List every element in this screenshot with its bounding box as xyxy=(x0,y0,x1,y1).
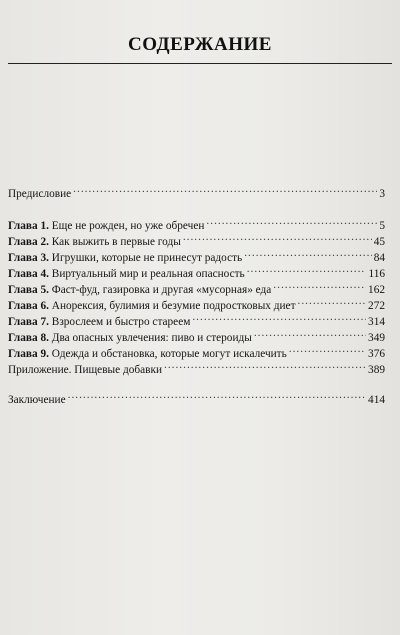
toc-page-number: 84 xyxy=(373,252,385,264)
toc-page-number: 3 xyxy=(379,188,385,200)
toc-entry-label: Глава 4. Виртуальный мир и реальная опасность xyxy=(8,268,245,280)
toc-leader-dots xyxy=(273,277,366,293)
toc-leader-dots xyxy=(73,181,377,197)
toc-page-number: 349 xyxy=(368,332,385,344)
toc-entry-label: Глава 2. Как выжить в первые годы xyxy=(8,236,181,248)
toc-leader-dots xyxy=(68,387,366,403)
toc-page-number: 272 xyxy=(368,300,385,312)
toc-page-number: 45 xyxy=(373,236,385,248)
toc-leader-dots xyxy=(244,245,371,261)
toc-page-number: 376 xyxy=(368,348,385,360)
toc-page-number: 5 xyxy=(379,220,385,232)
toc-entry-label: Предисловие xyxy=(8,188,72,200)
toc-leader-dots xyxy=(247,261,367,277)
toc-leader-dots xyxy=(289,341,366,357)
toc-leader-dots xyxy=(192,309,366,325)
toc-leader-dots xyxy=(254,325,366,341)
toc-leader-dots xyxy=(298,293,367,309)
toc-entry-chapter-1 xyxy=(8,213,385,232)
toc-entry-preface xyxy=(8,181,385,200)
toc-entry-label: Глава 3. Игрушки, которые не принесут радость xyxy=(8,252,243,264)
toc-entry-label: Заключение xyxy=(8,394,66,406)
toc-entry-label: Глава 1. Еще не рожден, но уже обречен xyxy=(8,220,205,232)
toc-page-number: 414 xyxy=(368,394,385,406)
toc-page-number: 116 xyxy=(368,268,385,280)
toc-leader-dots xyxy=(206,213,377,229)
toc-page-number: 389 xyxy=(368,364,385,376)
toc-entry-label: Глава 9. Одежда и обстановка, которые могут искалечить xyxy=(8,348,287,360)
title-divider xyxy=(8,63,392,64)
toc-entry-label: Глава 5. Фаст-фуд, газировка и другая «мусорная» еда xyxy=(8,284,272,296)
page-title: СОДЕРЖАНИЕ xyxy=(128,34,272,55)
toc-page-number: 162 xyxy=(368,284,385,296)
toc-entry-label: Глава 6. Анорексия, булимия и безумие подростковых диет xyxy=(8,300,296,312)
toc-page-number: 314 xyxy=(368,316,385,328)
toc-entry-conclusion xyxy=(8,387,385,406)
toc-leader-dots xyxy=(183,229,372,245)
toc-entry-label: Глава 8. Два опасных увлечения: пиво и стероиды xyxy=(8,332,252,344)
toc-leader-dots xyxy=(164,357,366,373)
toc-entry-label: Приложение. Пищевые добавки xyxy=(8,364,162,376)
table-of-contents xyxy=(8,181,385,406)
toc-entry-label: Глава 7. Взрослеем и быстро стареем xyxy=(8,316,191,328)
